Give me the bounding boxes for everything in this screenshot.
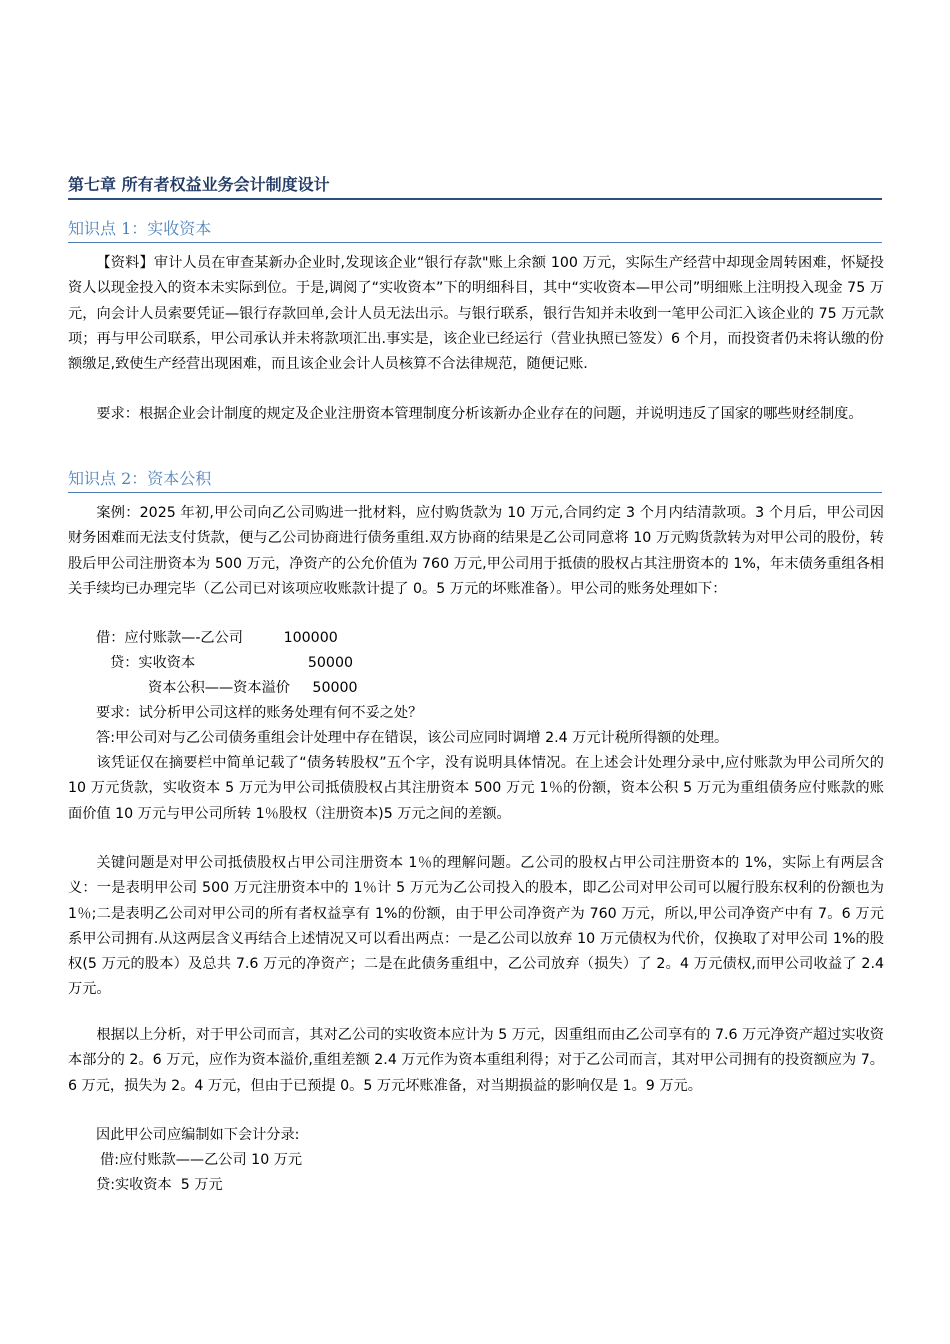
journal-entry-2-debit: 借:应付账款——乙公司 10 万元	[100, 1152, 303, 1168]
therefore-line: 因此甲公司应编制如下会计分录:	[96, 1127, 300, 1143]
chapter-title-underline	[68, 198, 882, 200]
chapter-title: 第七章 所有者权益业务会计制度设计	[68, 175, 330, 194]
key-issue-paragraph: 关键问题是对甲公司抵债股权占甲公司注册资本 1％的理解问题。乙公司的股权占甲公司注册资本的 1%，实际上有两层含义：一是表明甲公司 500 万元注册资本中的 1％计 5 万元为乙公司投入的股本，即乙公司对甲公司可以履行股东权利的份额也为 1％;二是表明乙公司对甲公司的所有者权益享有 1%的份额，由于甲公司净资产为 760 万元，所以,甲公司净资产中有 7。6 万元系甲公司拥有.从这两层含义再结合上述情况又可以看出两点：一是乙公司以放弃 10 万元债权为代价，仅换取了对甲公司 1%的股权(5 万元的股本）及总共 7.6 万元的净资产；二是在此债务重组中，乙公司放弃（损失）了 2。4 万元债权,而甲公司收益了 2.4 万元。	[68, 855, 884, 998]
journal-entry-2-credit: 贷:实收资本 5 万元	[96, 1177, 223, 1193]
journal-entry-debit: 借：应付账款—-乙公司 100000	[96, 630, 338, 646]
voucher-paragraph: 该凭证仅在摘要栏中简单记载了“债务转股权”五个字，没有说明具体情况。在上述会计处理分录中,应付账款为甲公司所欠的 10 万元货款，实收资本 5 万元为甲公司抵债股权占其注册资本 500 万元 1％的份额，资本公积 5 万元为重组债务应付账款的账面价值 10 万元与甲公司所转 1％股权（注册资本)5 万元之间的差额。	[68, 755, 884, 822]
case-paragraph: 案例：2025 年初,甲公司向乙公司购进一批材料，应付购货款为 10 万元,合同约定 3 个月内结清款项。3 个月后，甲公司因财务困难而无法支付货款，便与乙公司协商进行债务重组.双方协商的结果是乙公司同意将 10 万元购货款转为对甲公司的股份，转股后甲公司注册资本为 500 万元，净资产的公允价值为 760 万元,甲公司用于抵债的股权占其注册资本的 1%，年末债务重组各相关手续均已办理完毕（乙公司已对该项应收账款计提了 0。5 万元的坏账准备）。甲公司的账务处理如下：	[68, 505, 884, 597]
section-heading-2: 知识点 2：资本公积	[68, 469, 212, 488]
requirement-paragraph-1: 要求：根据企业会计制度的规定及企业注册资本管理制度分析该新办企业存在的问题，并说明违反了国家的哪些财经制度。	[96, 406, 863, 422]
material-paragraph: 【资料】审计人员在审查某新办企业时,发现该企业“银行存款"账上余额 100 万元，实际生产经营中却现金周转困难，怀疑投资人以现金投入的资本未实际到位。于是,调阅了“实收资本”下的明细科目，其中“实收资本—甲公司”明细账上注明投入现金 75 万元，向会计人员索要凭证—银行存款回单,会计人员无法出示。与银行联系，银行告知并未收到一笔甲公司汇入该企业的 75 万元款项；再与甲公司联系，甲公司承认并未将款项汇出.事实是，该企业已经运行（营业执照已签发）6 个月，而投资者仍未将认缴的份额缴足,致使生产经营出现困难，而且该企业会计人员核算不合法律规范，随便记账.	[68, 255, 884, 373]
section-heading-2-underline	[68, 492, 882, 493]
requirement-line-2: 要求：试分析甲公司这样的账务处理有何不妥之处？	[96, 705, 423, 721]
journal-entry-credit-2: 资本公积——资本溢价 50000	[148, 680, 358, 696]
answer-line: 答:甲公司对与乙公司债务重组会计处理中存在错误，该公司应同时调增 2.4 万元计税所得额的处理。	[96, 730, 729, 746]
section-heading-1: 知识点 1：实收资本	[68, 219, 212, 238]
analysis-paragraph: 根据以上分析，对于甲公司而言，其对乙公司的实收资本应计为 5 万元，因重组而由乙公司享有的 7.6 万元净资产超过实收资本部分的 2。6 万元，应作为资本溢价,重组差额 2.4 万元作为资本重组利得；对于乙公司而言，其对甲公司拥有的投资额应为 7。6 万元，损失为 2。4 万元，但由于已预提 0。5 万元坏账准备，对当期损益的影响仅是 1。9 万元。	[68, 1027, 884, 1094]
journal-entry-credit: 贷：实收资本 50000	[110, 655, 354, 671]
section-heading-1-underline	[68, 242, 882, 243]
